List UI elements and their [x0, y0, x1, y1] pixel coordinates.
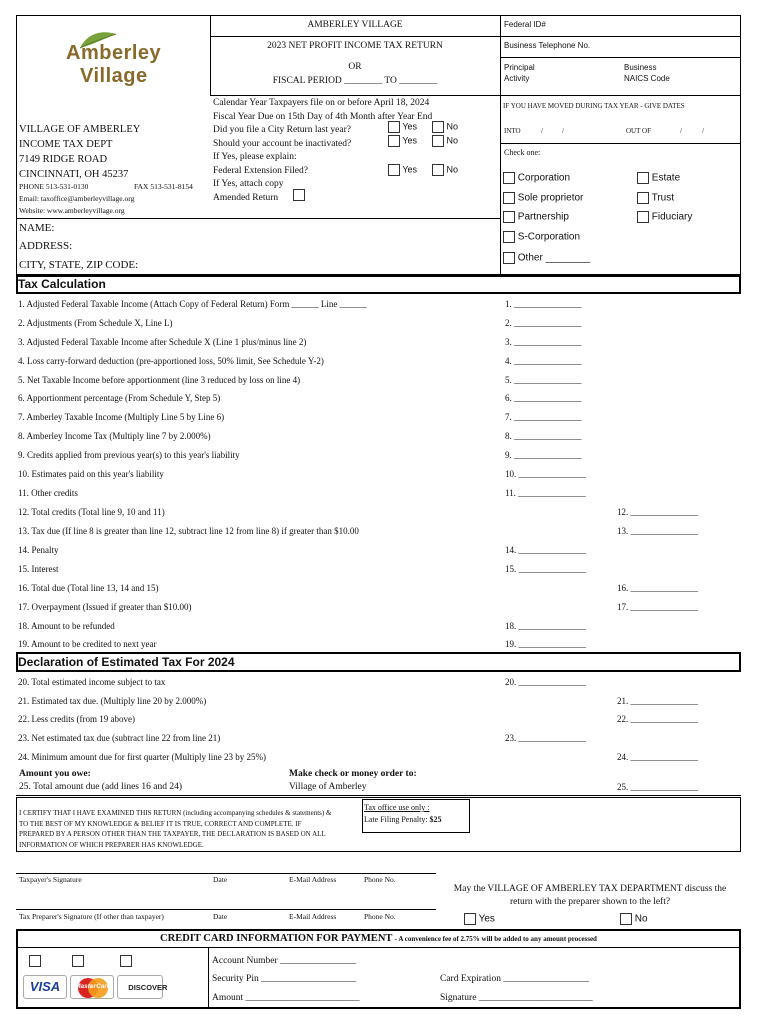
moved-out-slash-1: /	[680, 127, 682, 135]
tax-line-4-label: 4. Loss carry-forward deduction (pre-apportioned loss, 50% limit, See Schedule Y-2)	[18, 356, 324, 366]
tax-line-11-answer[interactable]: 11. _______________	[505, 488, 586, 498]
checkbox[interactable]	[637, 192, 649, 204]
tax-line-4-answer[interactable]: 4. _______________	[505, 356, 582, 366]
tax-line-10-label: 10. Estimates paid on this year's liability	[18, 469, 164, 479]
amount-owe-label: Amount you owe:	[19, 769, 91, 779]
village-fax: FAX 513-531-8154	[134, 182, 193, 191]
amberley-logo	[60, 30, 180, 90]
tax-line-6-label: 6. Apportionment percentage (From Schedule Y, Step 5)	[18, 393, 221, 403]
amount-field[interactable]: Amount ________________________	[212, 993, 360, 1003]
city-return-no[interactable]: No	[432, 121, 458, 133]
tax-line-14-label: 14. Penalty	[18, 545, 59, 555]
entity-trust[interactable]: Trust	[637, 192, 674, 204]
tax-calc-title: Tax Calculation	[18, 277, 106, 291]
tax-line-7-answer[interactable]: 7. _______________	[505, 412, 582, 422]
est-line-24-answer[interactable]: 24. _______________	[617, 752, 698, 762]
tax-line-10-answer[interactable]: 10. _______________	[505, 469, 586, 479]
tax-line-7-label: 7. Amberley Taxable Income (Multiply Line 5 by Line 6)	[18, 412, 225, 422]
header-divider-check	[500, 143, 741, 144]
est-line-21-label: 21. Estimated tax due. (Multiply line 20 by 2.000%)	[18, 696, 207, 706]
tax-line-14-answer[interactable]: 14. _______________	[505, 545, 586, 555]
est-line-20-label: 20. Total estimated income subject to tax	[18, 677, 166, 687]
checkbox[interactable]	[503, 252, 515, 264]
taxpayer-city-field[interactable]: CITY, STATE, ZIP CODE:	[19, 259, 139, 271]
entity-other[interactable]: Other ________	[503, 252, 590, 264]
tax-line-15-answer[interactable]: 15. _______________	[505, 564, 586, 574]
visa-logo: VISA	[23, 975, 67, 999]
checkbox[interactable]	[293, 189, 305, 201]
village-address: VILLAGE OF AMBERLEY INCOME TAX DEPT 7149 RIDGE ROAD CINCINNATI, OH 45237	[19, 124, 141, 180]
tax-line-5-label: 5. Net Taxable Income before apportionment (line 3 reduced by loss on line 4)	[18, 375, 301, 385]
entity-partnership[interactable]: Partnership	[503, 211, 569, 223]
moved-title: IF YOU HAVE MOVED DURING TAX YEAR - GIVE DATES	[503, 102, 685, 110]
mastercard-logo: MasterCard	[70, 975, 114, 999]
tax-line-19-label: 19. Amount to be credited to next year	[18, 639, 157, 649]
form-title: AMBERLEY VILLAGE	[307, 20, 403, 30]
principal-activity-label[interactable]: Principal Activity	[504, 63, 535, 83]
taxpayer-sig-line	[16, 873, 436, 874]
entity-fiduciary[interactable]: Fiduciary	[637, 211, 692, 223]
form-subtitle: 2023 NET PROFIT INCOME TAX RETURN	[267, 41, 443, 51]
account-number-field[interactable]: Account Number ________________	[212, 956, 357, 966]
amended-return-checkbox[interactable]	[293, 189, 305, 201]
village-phone: PHONE 513-531-0130	[19, 182, 89, 191]
office-use-label: Tax office use only :	[364, 803, 430, 812]
security-pin-field[interactable]: Security Pin ____________________	[212, 974, 357, 984]
tax-line-9-answer[interactable]: 9. _______________	[505, 450, 582, 460]
village-email: Email: taxoffice@amberleyvillage.org	[19, 194, 135, 203]
checkbox[interactable]	[637, 172, 649, 184]
preparer-phone-label[interactable]: Phone No.	[364, 912, 396, 921]
logo-text-line1: Amberley	[66, 42, 162, 64]
tax-line-13-answer[interactable]: 13. _______________	[617, 526, 698, 536]
tax-line-18-answer[interactable]: 18. _______________	[505, 621, 586, 631]
checkbox[interactable]	[388, 135, 400, 147]
header-divider-name	[16, 218, 500, 219]
tax-line-3-label: 3. Adjusted Federal Taxable Income after Schedule X (Line 1 plus/minus line 2)	[18, 337, 307, 347]
header-divider-right	[500, 15, 501, 275]
discover-checkbox[interactable]	[120, 955, 132, 967]
credit-card-divider	[208, 947, 209, 1009]
preparer-sig-line	[16, 909, 436, 910]
header-divider-phone	[500, 57, 741, 58]
taxpayer-address-field[interactable]: ADDRESS:	[19, 240, 73, 252]
discuss-yes[interactable]: Yes	[464, 913, 495, 925]
checkbox[interactable]	[503, 192, 515, 204]
fiscal-period[interactable]: FISCAL PERIOD ________ TO ________	[272, 76, 438, 86]
tax-line-12-answer[interactable]: 12. _______________	[617, 507, 698, 517]
entity-s-corporation[interactable]: S-Corporation	[503, 231, 580, 243]
discuss-no[interactable]: No	[620, 913, 648, 925]
header-divider-info	[210, 95, 500, 96]
tax-line-8-answer[interactable]: 8. _______________	[505, 431, 582, 441]
federal-id-label[interactable]: Federal ID#	[504, 20, 546, 29]
credit-card-header-rule	[16, 947, 741, 948]
checkbox[interactable]	[432, 121, 444, 133]
tax-line-16-answer[interactable]: 16. _______________	[617, 583, 698, 593]
est-line-21-answer[interactable]: 21. _______________	[617, 696, 698, 706]
checkbox[interactable]	[637, 211, 649, 223]
payee-label: Village of Amberley	[289, 782, 367, 792]
tax-line-17-label: 17. Overpayment (Issued if greater than $10.00)	[18, 602, 192, 612]
est-line-24-label: 24. Minimum amount due for first quarter (Multiply line 23 by 25%)	[18, 752, 266, 762]
extension-yes[interactable]: Yes	[388, 164, 417, 176]
line25-answer[interactable]: 25. _______________	[617, 782, 698, 792]
taxpayer-phone-label[interactable]: Phone No.	[364, 875, 396, 884]
line25-rule	[16, 795, 741, 796]
village-website: Website: www.amberleyvillage.org	[19, 206, 125, 215]
entity-sole-proprietor[interactable]: Sole proprietor	[503, 192, 583, 204]
tax-line-6-answer[interactable]: 6. _______________	[505, 393, 582, 403]
tax-line-13-label: 13. Tax due (If line 8 is greater than line 12, subtract line 12 from line 8) if greater than $10.00	[18, 526, 359, 536]
preparer-sig-label[interactable]: Tax Preparer's Signature (If other than taxpayer)	[19, 912, 164, 921]
visa-checkbox[interactable]	[29, 955, 41, 967]
check-one-label: Check one:	[504, 148, 541, 157]
checkbox[interactable]	[503, 172, 515, 184]
tax-line-1-answer[interactable]: 1. _______________	[505, 299, 582, 309]
or-label: OR	[348, 62, 362, 72]
checkbox[interactable]	[503, 211, 515, 223]
est-line-23-answer[interactable]: 23. _______________	[505, 733, 586, 743]
card-expiration-field[interactable]: Card Expiration __________________	[440, 974, 589, 984]
tax-line-19-answer[interactable]: 19. _______________	[505, 639, 586, 649]
credit-card-title-row	[16, 933, 741, 944]
business-phone-label[interactable]: Business Telephone No.	[504, 41, 591, 50]
est-line-22-label: 22. Less credits (from 19 above)	[18, 714, 135, 724]
discuss-question: May the VILLAGE OF AMBERLEY TAX DEPARTMENT discuss the return with the preparer shown to the left?	[453, 884, 727, 907]
checkbox[interactable]	[388, 121, 400, 133]
extension-no[interactable]: No	[432, 164, 458, 176]
header-divider-id	[500, 36, 741, 37]
tax-line-2-label: 2. Adjustments (From Schedule X, Line L)	[18, 318, 173, 328]
header-divider-activity	[500, 95, 741, 96]
taxpayer-date-label[interactable]: Date	[213, 875, 228, 884]
checkbox[interactable]	[620, 913, 632, 925]
tax-line-5-answer[interactable]: 5. _______________	[505, 375, 582, 385]
tax-line-1-label: 1. Adjusted Federal Taxable Income (Attach Copy of Federal Return) Form ______ Line ______	[18, 299, 367, 309]
preparer-date-label[interactable]: Date	[213, 912, 228, 921]
city-return-yes[interactable]: Yes	[388, 121, 417, 133]
moved-into-slash-2: /	[562, 127, 564, 135]
credit-card-title: CREDIT CARD INFORMATION FOR PAYMENT	[160, 933, 393, 944]
filing-info: Calendar Year Taxpayers file on or before April 18, 2024 Fiscal Year Due on 15th Day of 4th Month after Year End Did you file a City Return last year? Should your account be inactivated? If Yes, please explain: Federal Extension Filed? If Yes, attach copy Amended Return	[213, 98, 433, 203]
checkbox[interactable]	[432, 164, 444, 176]
est-line-22-answer[interactable]: 22. _______________	[617, 714, 698, 724]
tax-line-11-label: 11. Other credits	[18, 488, 78, 498]
entity-estate[interactable]: Estate	[637, 172, 680, 184]
moved-out-label[interactable]: OUT OF	[626, 127, 651, 135]
tax-line-16-label: 16. Total due (Total line 13, 14 and 15)	[18, 583, 159, 593]
entity-corporation[interactable]: Corporation	[503, 172, 570, 184]
est-line-23-label: 23. Net estimated tax due (subtract line 22 from line 21)	[18, 733, 221, 743]
moved-into-slash-1: /	[541, 127, 543, 135]
checkbox[interactable]	[388, 164, 400, 176]
tax-line-2-answer[interactable]: 2. _______________	[505, 318, 582, 328]
tax-line-15-label: 15. Interest	[18, 564, 59, 574]
preparer-email-label[interactable]: E-Mail Address	[289, 912, 337, 921]
moved-into-label[interactable]: INTO	[504, 127, 521, 135]
inactivate-yes[interactable]: Yes	[388, 135, 417, 147]
tax-line-3-answer[interactable]: 3. _______________	[505, 337, 582, 347]
certify-text: I CERTIFY THAT I HAVE EXAMINED THIS RETURN (including accompanying schedules & statements) & TO THE BEST OF MY KNOWLEDGE & BELIEF IT IS TRUE, CORRECT AND COMPLETE. IF PREPARED BY A PERSON OTHER THAN THE TAXPAYER, THE DECLARATION IS BASED ON ALL INFORMATION OF WHICH PREPARER HAS KNOWLEDGE.	[19, 809, 332, 849]
checkbox[interactable]	[464, 913, 476, 925]
card-signature-field[interactable]: Signature ________________________	[440, 993, 593, 1003]
discover-logo: DISCOVER	[117, 975, 163, 999]
taxpayer-sig-label[interactable]: Taxpayer's Signature	[19, 875, 82, 884]
taxpayer-name-field[interactable]: NAME:	[19, 222, 55, 234]
make-check-label: Make check or money order to:	[289, 769, 417, 779]
tax-line-18-label: 18. Amount to be refunded	[18, 621, 115, 631]
tax-calc-header	[16, 275, 741, 294]
inactivate-no[interactable]: No	[432, 135, 458, 147]
checkbox[interactable]	[432, 135, 444, 147]
tax-line-17-answer[interactable]: 17. _______________	[617, 602, 698, 612]
checkbox[interactable]	[503, 231, 515, 243]
tax-line-12-label: 12. Total credits (Total line 9, 10 and 11)	[18, 507, 165, 517]
header-divider-title	[210, 36, 500, 37]
tax-line-8-label: 8. Amberley Income Tax (Multiply line 7 by 2.000%)	[18, 431, 211, 441]
estimated-title: Declaration of Estimated Tax For 2024	[18, 655, 235, 669]
logo-text-line2: Village	[80, 65, 148, 87]
mastercard-checkbox[interactable]	[72, 955, 84, 967]
tax-line-9-label: 9. Credits applied from previous year(s) to this year's liability	[18, 450, 240, 460]
moved-out-slash-2: /	[702, 127, 704, 135]
naics-label[interactable]: Business NAICS Code	[624, 63, 670, 83]
taxpayer-email-label[interactable]: E-Mail Address	[289, 875, 337, 884]
late-filing-label: Late Filing Penalty: $25	[364, 815, 442, 824]
est-line-20-answer[interactable]: 20. _______________	[505, 677, 586, 687]
line25-label: 25. Total amount due (add lines 16 and 24)	[19, 782, 183, 792]
credit-card-fee: - A convenience fee of 2.75% will be added to any amount processed	[394, 935, 597, 943]
